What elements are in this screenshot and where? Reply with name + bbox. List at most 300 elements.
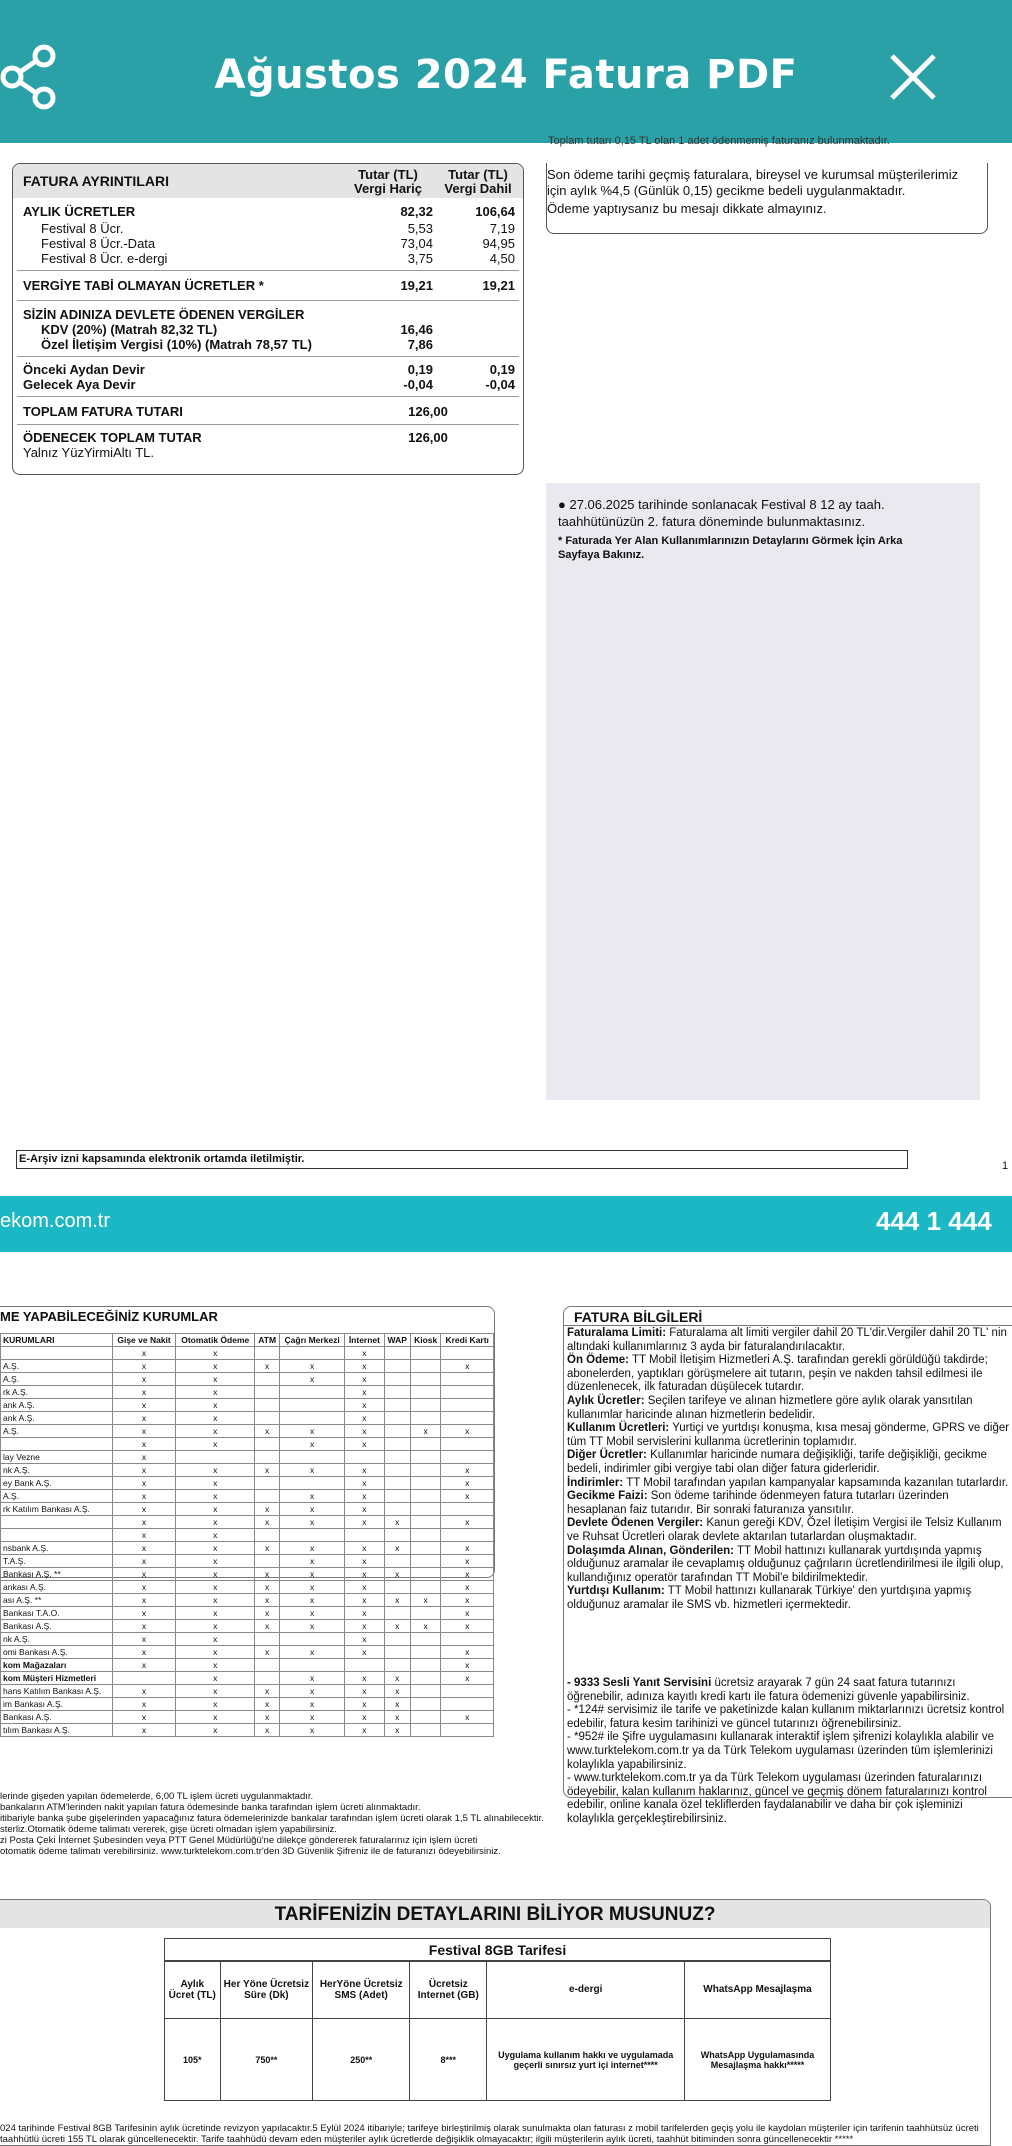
institution-cell: x [255, 1581, 280, 1594]
info-item-key: Ön Ödeme: [567, 1354, 629, 1367]
tariff-name-row [164, 1938, 831, 1962]
campaign-text-2: taahhütünüzün 2. fatura döneminde bulunmaktasınız. [558, 514, 866, 529]
institution-cell: x [441, 1607, 494, 1620]
institution-cell: x [384, 1568, 410, 1581]
info-item-key: Aylık Ücretler: [567, 1394, 645, 1407]
institution-cell [255, 1672, 280, 1685]
institution-cell [384, 1607, 410, 1620]
institution-row [1, 1542, 494, 1555]
institution-cell: x [345, 1711, 384, 1724]
institution-cell: x [112, 1620, 175, 1633]
institutions-footnote: otomatik ödeme talimatı verebilirsiniz. www.turktelekom.com.tr'den 3D Güvenlik Şifreniz ile de faturanızı ödeyebilirsiniz. [0, 1846, 501, 1857]
brand-url: ekom.com.tr [0, 1210, 111, 1232]
info-item-key: Kullanım Ücretleri: [567, 1422, 670, 1435]
institution-name: ankası A.Ş. [1, 1581, 113, 1594]
institution-cell: x [255, 1646, 280, 1659]
institution-cell [384, 1399, 410, 1412]
institution-cell: x [345, 1516, 384, 1529]
institution-cell [384, 1412, 410, 1425]
institution-cell [410, 1451, 441, 1464]
notice-line: için aylık %4,5 (Günlük 0,15) gecikme bedeli uygulanmaktadır. [547, 183, 906, 198]
institution-name: nk A.Ş. [1, 1464, 113, 1477]
institution-cell [441, 1685, 494, 1698]
tariff-value: 750** [220, 2019, 313, 2101]
institution-cell: x [112, 1555, 175, 1568]
monthly-v2: 106,64 [475, 204, 515, 219]
institution-cell: x [280, 1620, 345, 1633]
institution-cell [441, 1503, 494, 1516]
institution-row [1, 1698, 494, 1711]
institution-cell [255, 1373, 280, 1386]
institution-name: im Bankası A.Ş. [1, 1698, 113, 1711]
institution-row [1, 1646, 494, 1659]
prev-v2: 0,19 [489, 362, 515, 377]
institution-cell: x [112, 1386, 175, 1399]
institution-cell: x [176, 1659, 255, 1672]
close-icon[interactable] [888, 52, 938, 102]
institution-cell: x [441, 1425, 494, 1438]
institution-cell: x [176, 1711, 255, 1724]
institution-cell [384, 1659, 410, 1672]
institution-cell [410, 1568, 441, 1581]
institution-cell: x [280, 1646, 345, 1659]
institutions-col-header: Gişe ve Nakit [112, 1334, 175, 1347]
institution-cell: x [112, 1347, 175, 1360]
institution-row [1, 1490, 494, 1503]
institution-cell: x [410, 1425, 441, 1438]
tax-v1: 16,46 [400, 322, 433, 337]
institution-cell [384, 1633, 410, 1646]
institution-cell: x [345, 1412, 384, 1425]
institution-cell: x [384, 1620, 410, 1633]
institutions-col-header: Çağrı Merkezi [280, 1334, 345, 1347]
institution-cell [255, 1399, 280, 1412]
institution-row [1, 1568, 494, 1581]
tariff-value: 105* [165, 2019, 221, 2101]
institution-cell: x [441, 1659, 494, 1672]
institution-cell: x [280, 1672, 345, 1685]
institution-cell [410, 1659, 441, 1672]
institution-row [1, 1412, 494, 1425]
institution-cell: x [112, 1646, 175, 1659]
institution-cell [384, 1425, 410, 1438]
campaign-text: 27.06.2025 tarihinde sonlanacak Festival 8 12 ay taah. [569, 497, 885, 512]
institution-cell: x [255, 1724, 280, 1737]
page-title: Ağustos 2024 Fatura PDF [214, 52, 798, 98]
service-item-key: - 9333 Sesli Yanıt Servisini [567, 1677, 712, 1689]
institution-name: T.A.Ş. [1, 1555, 113, 1568]
institution-cell: x [176, 1607, 255, 1620]
institution-cell: x [345, 1399, 384, 1412]
info-item-key: İndirimler: [567, 1476, 624, 1489]
institution-cell [255, 1490, 280, 1503]
institutions-col-header: ATM [255, 1334, 280, 1347]
institution-cell: x [345, 1646, 384, 1659]
brand-phone: 444 1 444 [876, 1206, 992, 1236]
institution-cell [410, 1503, 441, 1516]
tax-label: KDV (20%) (Matrah 82,32 TL) [41, 322, 218, 337]
institution-cell: x [176, 1555, 255, 1568]
total-v1: 126,00 [408, 404, 448, 419]
institution-name: tılım Bankası A.Ş. [1, 1724, 113, 1737]
institution-cell: x [255, 1464, 280, 1477]
institution-cell [410, 1646, 441, 1659]
institution-name: ank A.Ş. [1, 1399, 113, 1412]
institution-cell: x [176, 1516, 255, 1529]
institution-cell [384, 1529, 410, 1542]
institution-cell [410, 1438, 441, 1451]
institution-cell: x [176, 1581, 255, 1594]
institution-cell: x [112, 1698, 175, 1711]
institution-cell: x [441, 1477, 494, 1490]
institutions-table [0, 1333, 494, 1737]
institution-cell [255, 1477, 280, 1490]
institution-cell [280, 1412, 345, 1425]
institutions-footnote: sterliz.Otomatik ödeme talimatı vererek, gişe ücreti olmadan işlem yapabilirsiniz. [0, 1824, 337, 1835]
institution-cell [112, 1672, 175, 1685]
institution-cell: x [176, 1724, 255, 1737]
institution-name: A.Ş. [1, 1425, 113, 1438]
institution-cell [441, 1373, 494, 1386]
institution-cell [441, 1412, 494, 1425]
institution-cell [441, 1386, 494, 1399]
info-item-value: Kullanımlar haricinde numara değişikliği, tarife değişikliği, gecikme bedeli, indirimler gibi vergiye tabi olan diğer fatura giderleridir. [567, 1449, 987, 1475]
institution-name: omi Bankası A.Ş. [1, 1646, 113, 1659]
institution-name [1, 1529, 113, 1542]
institution-cell: x [280, 1685, 345, 1698]
institution-row [1, 1724, 494, 1737]
institution-cell: x [176, 1685, 255, 1698]
institution-cell: x [441, 1542, 494, 1555]
institution-cell: x [384, 1672, 410, 1685]
info-item-key: Dolaşımda Alınan, Gönderilen: [567, 1544, 734, 1557]
institution-cell: x [280, 1581, 345, 1594]
info-item-value: Kanun gereği KDV, Özel İletişim Vergisi ile Telsiz Kullanım ve Ruhsat Ücretleri olarak devlete aktarılan tutarlardan oluşmaktadır. [567, 1517, 1002, 1543]
institution-cell [410, 1373, 441, 1386]
invoice-document[interactable] [0, 135, 1012, 2145]
institution-cell: x [345, 1698, 384, 1711]
notice-line: Ödeme yaptıysanız bu mesajı dikkate almayınız. [547, 201, 827, 216]
institution-cell [410, 1685, 441, 1698]
institution-cell [345, 1451, 384, 1464]
institution-cell: x [176, 1425, 255, 1438]
info-item-value: TT Mobil hattınızı kullanarak Türkiye' den yurtdışına yapmış olduğunuz aramalar ile SMS vb. hizmetleri içermektedir. [567, 1585, 972, 1611]
institution-row [1, 1438, 494, 1451]
institution-cell [441, 1451, 494, 1464]
institution-cell [384, 1490, 410, 1503]
institution-cell [255, 1633, 280, 1646]
institution-cell: x [345, 1360, 384, 1373]
institution-cell: x [280, 1490, 345, 1503]
institution-cell [384, 1503, 410, 1516]
institution-name [1, 1347, 113, 1360]
institution-cell: x [112, 1529, 175, 1542]
institution-cell: x [384, 1724, 410, 1737]
institution-row [1, 1594, 494, 1607]
institution-cell [441, 1399, 494, 1412]
info-item-value: TT Mobil hattınızı kullanarak yurtdışında yapmış olduğunuz aramalar ile cevaplamış olduğunuz çağrıların ücretlendirilmesi ile ilgili olup, kullandığınız operatör tarafından TT Mobil'e bildirilmektedir. [567, 1544, 1004, 1584]
institution-cell [384, 1386, 410, 1399]
institution-cell [441, 1633, 494, 1646]
institution-name: A.Ş. [1, 1360, 113, 1373]
institutions-col-header: Kiosk [410, 1334, 441, 1347]
col2-header-a: Tutar (TL) [448, 167, 508, 182]
tariff-col-header: Her Yöne Ücretsiz Süre (Dk) [220, 1961, 313, 2019]
institution-cell: x [384, 1542, 410, 1555]
institution-cell: x [112, 1477, 175, 1490]
institution-cell: x [280, 1373, 345, 1386]
institution-cell: x [112, 1425, 175, 1438]
info-item [567, 1354, 1011, 1395]
institution-cell [255, 1438, 280, 1451]
info-item-value: Son ödeme tarihinde ödenmeyen fatura tutarları üzerinden hesaplanan faiz tutarıdır. Bir sonraki faturanıza yansıtılır. [567, 1490, 949, 1516]
institution-cell [176, 1451, 255, 1464]
tariff-value: 8*** [410, 2019, 487, 2101]
institution-cell: x [112, 1581, 175, 1594]
institution-cell [410, 1399, 441, 1412]
institution-cell: x [280, 1516, 345, 1529]
info-item-key: Faturalama Limiti: [567, 1327, 667, 1339]
info-item [567, 1449, 1011, 1476]
prev-label: Önceki Aydan Devir [23, 362, 145, 377]
institution-cell: x [176, 1542, 255, 1555]
institutions-title: ME YAPABİLECEĞİNİZ KURUMLAR [0, 1309, 218, 1324]
institution-cell: x [176, 1672, 255, 1685]
institution-name: nsbank A.Ş. [1, 1542, 113, 1555]
institutions-col-header: KURUMLARI [1, 1334, 113, 1347]
monthly-item-v2: 7,19 [489, 221, 515, 236]
info-item-key: Gecikme Faizi: [567, 1490, 648, 1503]
institution-cell: x [280, 1607, 345, 1620]
institution-name: kom Müşteri Hizmetleri [1, 1672, 113, 1685]
service-item-value: - www.turktelekom.com.tr ya da Türk Telekom uygulaması üzerinden faturalarınızı ödeyebilir, kalan kullanım haklarınız, güncel ve geçmiş dönem faturalarınızı kontrol edebilir, online kanala özel tekliflerden faydalanabilir ve daha bir çok işleminizi kolaylıkla gerçekleştirebilirsiniz. [567, 1772, 987, 1825]
institution-row [1, 1620, 494, 1633]
institution-cell: x [441, 1581, 494, 1594]
institution-cell [410, 1490, 441, 1503]
next-label: Gelecek Aya Devir [23, 377, 136, 392]
institution-row [1, 1555, 494, 1568]
institution-row [1, 1659, 494, 1672]
service-item [567, 1704, 1011, 1731]
institution-cell: x [345, 1633, 384, 1646]
invoice-info-box [563, 1306, 1012, 1825]
institution-cell [410, 1724, 441, 1737]
institution-cell: x [176, 1373, 255, 1386]
institution-name: lay Vezne [1, 1451, 113, 1464]
institution-name: rk Katılım Bankası A.Ş. [1, 1503, 113, 1516]
institution-cell: x [345, 1438, 384, 1451]
tax-label: Özel İletişim Vergisi (10%) (Matrah 78,57 TL) [41, 337, 312, 352]
monthly-v1: 82,32 [400, 204, 433, 219]
institution-cell: x [255, 1594, 280, 1607]
institution-row [1, 1672, 494, 1685]
institution-row [1, 1373, 494, 1386]
institution-name: A.Ş. [1, 1490, 113, 1503]
info-item [567, 1490, 1011, 1517]
institution-cell: x [112, 1399, 175, 1412]
institution-name: hans Katılım Bankası A.Ş. [1, 1685, 113, 1698]
info-item [567, 1327, 1011, 1354]
institution-cell: x [176, 1568, 255, 1581]
info-item-value: Seçilen tarifeye ve alınan hizmetlere göre aylık olarak yansıtılan kullanımlar haricinde alınan hizmetlerin bedelidir. [567, 1394, 973, 1421]
service-item-value: - *952# ile Şifre uygulamasını kullanarak interaktif işlem şifrenizi kolaylıkla alabilir ve www.turktelekom.com.tr ya da Türk Telekom uygulaması üzerinden tüm işlemlerinizi kolaylıkla yapabilirsiniz. [567, 1731, 994, 1771]
institution-cell [410, 1581, 441, 1594]
institution-cell: x [441, 1516, 494, 1529]
institution-cell: x [345, 1555, 384, 1568]
institution-cell: x [176, 1347, 255, 1360]
institution-cell [280, 1399, 345, 1412]
institution-name: Bankası A.Ş. [1, 1620, 113, 1633]
institution-cell [410, 1542, 441, 1555]
institutions-footnote: bankaların ATM'lerinden nakit yapılan fatura ödemesinde banka tarafından işlem ücreti alınmaktadır. [0, 1802, 421, 1813]
institution-cell [384, 1360, 410, 1373]
monthly-item-v1: 3,75 [407, 251, 433, 266]
institution-row [1, 1516, 494, 1529]
institution-cell: x [255, 1607, 280, 1620]
tariff-col-header: WhatsApp Mesajlaşma [684, 1961, 830, 2019]
institution-cell [410, 1464, 441, 1477]
institution-cell [384, 1555, 410, 1568]
notice-line: Son ödeme tarihi geçmiş faturalara, bireysel ve kurumsal müşterilerimiz [547, 167, 959, 182]
campaign-note: * Faturada Yer Alan Kullanımlarınızın Detaylarını Görmek İçin Arka [558, 535, 903, 547]
institution-cell: x [255, 1685, 280, 1698]
institution-cell: x [112, 1438, 175, 1451]
institution-cell [410, 1633, 441, 1646]
institution-cell: x [112, 1594, 175, 1607]
info-item-key: Diğer Ücretler: [567, 1449, 647, 1462]
institution-cell: x [280, 1542, 345, 1555]
institution-cell: x [280, 1724, 345, 1737]
institution-row [1, 1360, 494, 1373]
institution-cell: x [176, 1438, 255, 1451]
institution-row [1, 1451, 494, 1464]
institution-cell: x [384, 1685, 410, 1698]
institution-cell: x [255, 1516, 280, 1529]
institution-cell: x [280, 1711, 345, 1724]
institution-cell: x [384, 1711, 410, 1724]
monthly-item-v2: 94,95 [482, 236, 515, 251]
app-header [0, 0, 1012, 143]
institution-cell [255, 1451, 280, 1464]
institution-name: Bankası A.Ş. ** [1, 1568, 113, 1581]
institution-cell [384, 1464, 410, 1477]
info-item [567, 1422, 1011, 1449]
institution-cell: x [176, 1386, 255, 1399]
institutions-footnote: lerinde gişeden yapılan ödemelerde, 6,00 TL işlem ücreti uygulanmaktadır. [0, 1791, 314, 1802]
institution-cell: x [176, 1360, 255, 1373]
tariff-col-header: Ücretsiz Internet (GB) [410, 1961, 487, 2019]
institution-row [1, 1633, 494, 1646]
institutions-col-header: Kredi Kartı [441, 1334, 494, 1347]
institution-row [1, 1399, 494, 1412]
institution-cell: x [176, 1594, 255, 1607]
institution-cell: x [345, 1672, 384, 1685]
next-v2: -0,04 [485, 377, 515, 392]
institution-cell: x [441, 1620, 494, 1633]
institution-cell: x [345, 1594, 384, 1607]
institution-row [1, 1464, 494, 1477]
info-item [567, 1545, 1011, 1586]
institution-cell: x [176, 1529, 255, 1542]
institution-cell: x [255, 1698, 280, 1711]
untaxed-v1: 19,21 [400, 278, 433, 293]
institution-cell [410, 1412, 441, 1425]
institution-cell: x [280, 1594, 345, 1607]
institution-cell: x [345, 1425, 384, 1438]
monthly-item-label: Festival 8 Ücr. e-dergi [41, 251, 168, 266]
untaxed-label: VERGİYE TABİ OLMAYAN ÜCRETLER * [23, 278, 264, 293]
institution-name [1, 1516, 113, 1529]
total-label: TOPLAM FATURA TUTARI [23, 404, 183, 419]
institution-name: A.Ş. [1, 1373, 113, 1386]
institution-cell: x [345, 1503, 384, 1516]
monthly-item-label: Festival 8 Ücr. [41, 221, 124, 236]
institution-cell: x [441, 1490, 494, 1503]
institution-cell [384, 1347, 410, 1360]
institution-cell: x [441, 1672, 494, 1685]
service-item [567, 1677, 1011, 1704]
institution-cell: x [345, 1607, 384, 1620]
tariff-question: TARİFENİZİN DETAYLARINI BİLİYOR MUSUNUZ? [274, 1904, 716, 1925]
institution-cell: x [280, 1464, 345, 1477]
institution-name: Bankası T.A.O. [1, 1607, 113, 1620]
institution-row [1, 1477, 494, 1490]
tariff-name: Festival 8GB Tarifesi [428, 1942, 567, 1958]
institution-cell: x [345, 1490, 384, 1503]
institution-cell: x [280, 1438, 345, 1451]
institution-name: kom Mağazaları [1, 1659, 113, 1672]
institution-cell: x [112, 1685, 175, 1698]
institution-cell [410, 1386, 441, 1399]
institution-cell [280, 1347, 345, 1360]
institution-cell: x [112, 1659, 175, 1672]
institution-cell: x [112, 1516, 175, 1529]
institution-cell: x [441, 1646, 494, 1659]
institution-cell [441, 1529, 494, 1542]
institution-cell: x [112, 1490, 175, 1503]
page-number: 1 [1002, 1160, 1009, 1172]
institution-cell: x [280, 1698, 345, 1711]
service-item-value: ücretsiz arayarak 7 gün 24 saat fatura tutarınızı öğrenebilir, adınıza kayıtlı kredi kartı ile fatura ödemenizi güvenle yapabilirsiniz. [567, 1677, 970, 1703]
institutions-col-header: WAP [384, 1334, 410, 1347]
institution-cell: x [176, 1646, 255, 1659]
info-item-value: Yurtiçi ve yurtdışı konuşma, kısa mesaj gönderme, GPRS ve diğer tüm TT Mobil servislerini kullanma ücretlerinin toplamıdır. [567, 1422, 1010, 1448]
institution-cell: x [345, 1347, 384, 1360]
info-item-value: TT Mobil İletişim Hizmetleri A.Ş. tarafından gerekli görüldüğü takdirde; abonelerden, yaptıkları görüşmelere ait tutarın, peşin ve nakden tahsil edilmesi ile düzenlenecek, ilk faturadan düşülecek tutardır. [567, 1354, 988, 1394]
institution-cell: x [112, 1360, 175, 1373]
info-item-key: Yurtdışı Kullanım: [567, 1585, 665, 1598]
late-notice-box [546, 163, 988, 234]
tariff-col-header: HerYöne Ücretsiz SMS (Adet) [313, 1961, 410, 2019]
institution-cell [410, 1607, 441, 1620]
institution-cell: x [345, 1685, 384, 1698]
invoice-details-box [12, 163, 524, 475]
institution-cell [441, 1438, 494, 1451]
info-item [567, 1477, 1011, 1491]
tariff-col-header: e-dergi [487, 1961, 685, 2019]
tax-title: SİZİN ADINIZA DEVLETE ÖDENEN VERGİLER [23, 307, 305, 322]
tariff-table [164, 1960, 831, 2101]
institution-cell [280, 1477, 345, 1490]
institution-cell: x [112, 1607, 175, 1620]
col2-header-b: Vergi Dahil [444, 181, 512, 196]
institution-cell [255, 1412, 280, 1425]
tariff-value: WhatsApp Uygulamasında Mesajlaşma hakkı***** [684, 2019, 830, 2101]
institution-name [1, 1438, 113, 1451]
institution-cell: x [176, 1412, 255, 1425]
institution-cell [280, 1451, 345, 1464]
institution-cell: x [441, 1464, 494, 1477]
